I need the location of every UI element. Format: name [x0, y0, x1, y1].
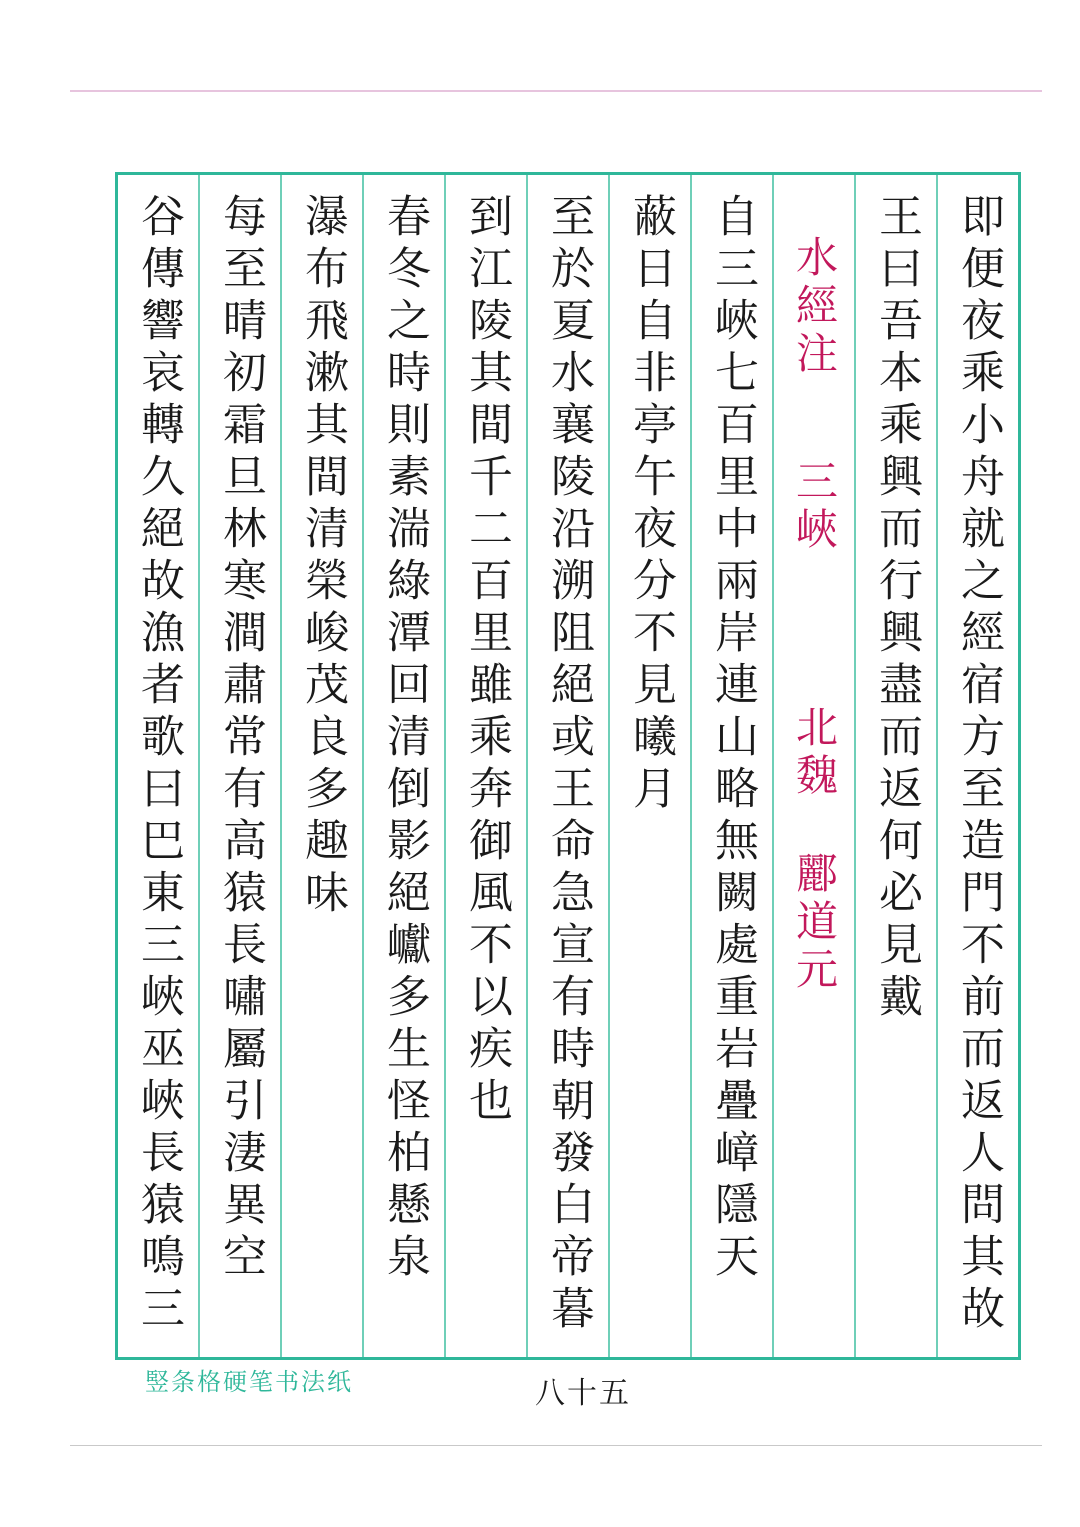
title-column: [774, 175, 856, 1357]
column-text: 自三峽七百里中兩岸連山略無闕處重岩疊嶂隱天: [707, 193, 758, 1285]
column-text: 到江陵其間千二百里雖乘奔御風不以疾也: [461, 193, 512, 1129]
column-text: 每至晴初霜旦林寒澗肅常有高猿長嘯屬引淒異空: [215, 193, 266, 1285]
column-2: [856, 175, 938, 1357]
column-text: 至於夏水襄陵沿溯阻絕或王命急宣有時朝發白帝暮: [543, 193, 594, 1337]
column-1: [938, 175, 1018, 1357]
column-10: [200, 175, 282, 1357]
column-text: 王曰吾本乘興而行興盡而返何必見戴: [871, 193, 922, 1025]
book-title: 水經注: [790, 235, 839, 379]
page-number: 八十五: [535, 1376, 631, 1411]
title-block: [790, 235, 839, 1357]
column-5: [610, 175, 692, 1357]
author-name: 酈道元: [790, 851, 839, 995]
author-dynasty: 北魏: [790, 705, 839, 801]
top-guide-line: [70, 90, 1042, 92]
column-text: 即便夜乘小舟就之經宿方至造門不前而返人問其故: [953, 193, 1004, 1337]
paper-type-label: 竪条格硬笔书法纸: [145, 1368, 353, 1396]
column-8: [364, 175, 446, 1357]
column-6: [528, 175, 610, 1357]
column-7: [446, 175, 528, 1357]
column-4: [692, 175, 774, 1357]
column-text: 瀑布飛漱其間清榮峻茂良多趣味: [297, 193, 348, 921]
column-text: 春冬之時則素湍綠潭回清倒影絕巘多生怪柏懸泉: [379, 193, 430, 1285]
column-11: [118, 175, 200, 1357]
chapter-title: 三峽: [790, 459, 839, 555]
column-text: 蔽日自非亭午夜分不見曦月: [625, 193, 676, 817]
bottom-guide-line: [70, 1445, 1042, 1446]
column-text: 谷傳響哀轉久絕故漁者歌曰巴東三峽巫峽長猿鳴三: [133, 193, 184, 1337]
calligraphy-grid: [115, 172, 1021, 1360]
column-9: [282, 175, 364, 1357]
